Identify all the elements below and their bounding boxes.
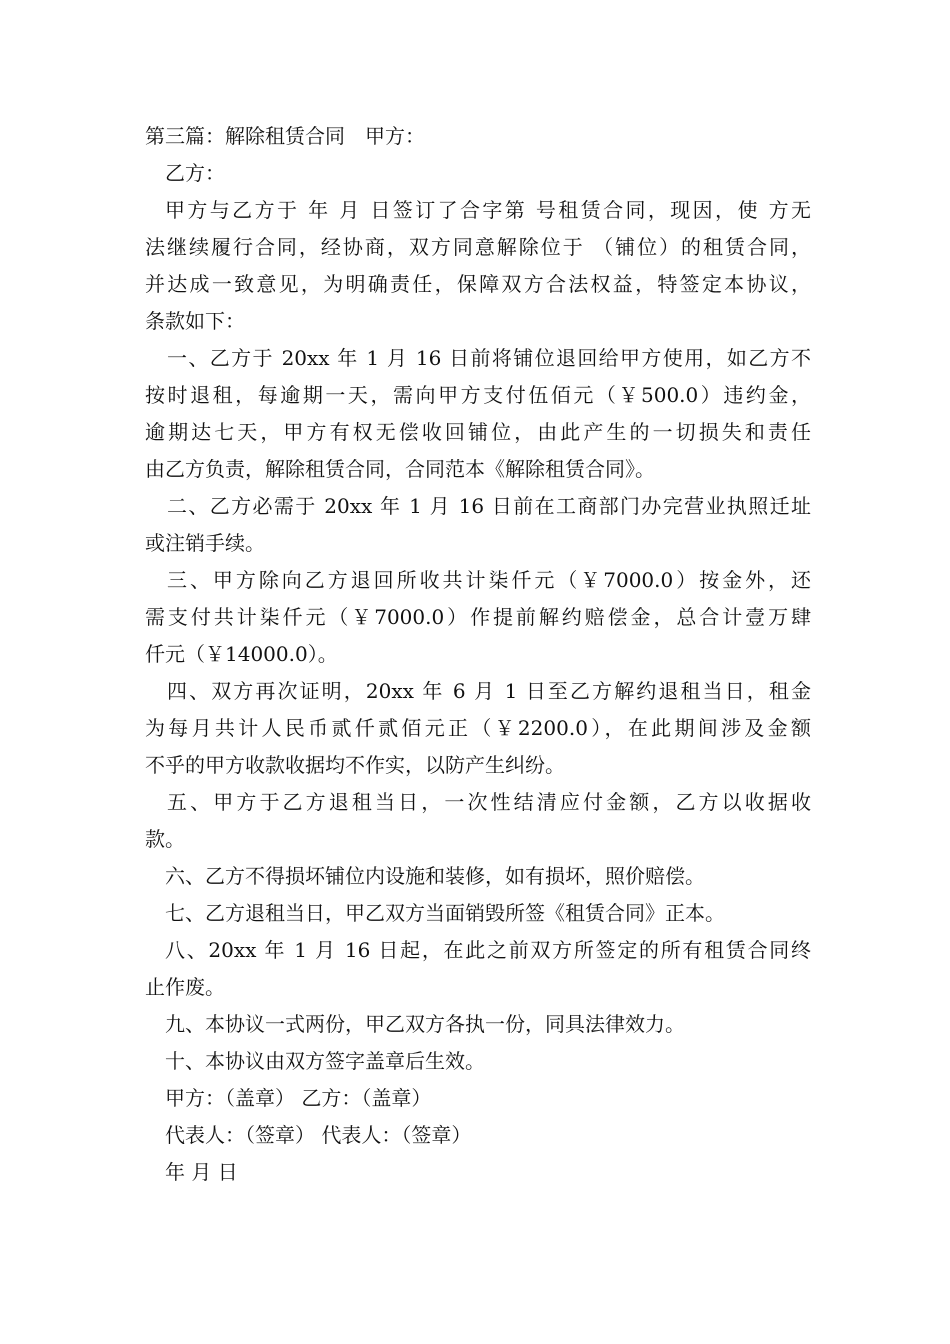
document-line: 年 月 日 — [165, 1160, 238, 1184]
document-line: 仟元（￥14000.0）。 — [145, 642, 338, 666]
document-line: 逾期达七天，甲方有权无偿收回铺位，由此产生的一切损失和责任 — [145, 420, 811, 444]
document-line: 甲方与乙方于 年 月 日签订了合字第 号租赁合同，现因，使 方无 — [165, 198, 811, 222]
document-line: 二、乙方必需于 20xx 年 1 月 16 日前在工商部门办完营业执照迁址 — [167, 494, 811, 518]
document-line: 甲方：（盖章） 乙方：（盖章） — [165, 1086, 432, 1110]
document-body — [145, 118, 811, 1191]
document-line: 法继续履行合同，经协商，双方同意解除位于 （铺位）的租赁合同， — [145, 235, 811, 259]
document-line: 需支付共计柒仟元（￥7000.0）作提前解约赔偿金，总合计壹万肆 — [145, 605, 811, 629]
document-line: 止作废。 — [145, 975, 225, 999]
document-line: 一、乙方于 20xx 年 1 月 16 日前将铺位退回给甲方使用，如乙方不 — [167, 346, 811, 370]
document-line: 并达成一致意见，为明确责任，保障双方合法权益，特签定本协议， — [145, 272, 811, 296]
document-line: 九、本协议一式两份，甲乙双方各执一份，同具法律效力。 — [165, 1012, 685, 1036]
document-line: 或注销手续。 — [145, 531, 265, 555]
document-line: 十、本协议由双方签字盖章后生效。 — [165, 1049, 485, 1073]
document-line: 四、双方再次证明，20xx 年 6 月 1 日至乙方解约退租当日，租金 — [167, 679, 811, 703]
document-line: 代表人：（签章） 代表人：（签章） — [165, 1123, 472, 1147]
document-line: 款。 — [145, 827, 185, 851]
document-line: 五、甲方于乙方退租当日，一次性结清应付金额，乙方以收据收 — [167, 790, 811, 814]
document-line: 乙方： — [165, 161, 225, 185]
document-line: 八、20xx 年 1 月 16 日起，在此之前双方所签定的所有租赁合同终 — [165, 938, 811, 962]
document-line: 为每月共计人民币贰仟贰佰元正（￥2200.0），在此期间涉及金额 — [145, 716, 811, 740]
document-line: 七、乙方退租当日，甲乙双方当面销毁所签《租赁合同》正本。 — [165, 901, 725, 925]
document-line: 由乙方负责，解除租赁合同，合同范本《解除租赁合同》。 — [145, 457, 655, 481]
document-line: 六、乙方不得损坏铺位内设施和装修，如有损坏，照价赔偿。 — [165, 864, 705, 888]
document-line: 三、甲方除向乙方退回所收共计柒仟元（￥7000.0）按金外，还 — [167, 568, 811, 592]
document-line: 不乎的甲方收款收据均不作实，以防产生纠纷。 — [145, 753, 565, 777]
document-line: 按时退租，每逾期一天，需向甲方支付伍佰元（￥500.0）违约金， — [145, 383, 811, 407]
document-line: 第三篇：解除租赁合同 甲方： — [145, 124, 425, 148]
document-line: 条款如下： — [145, 309, 245, 333]
